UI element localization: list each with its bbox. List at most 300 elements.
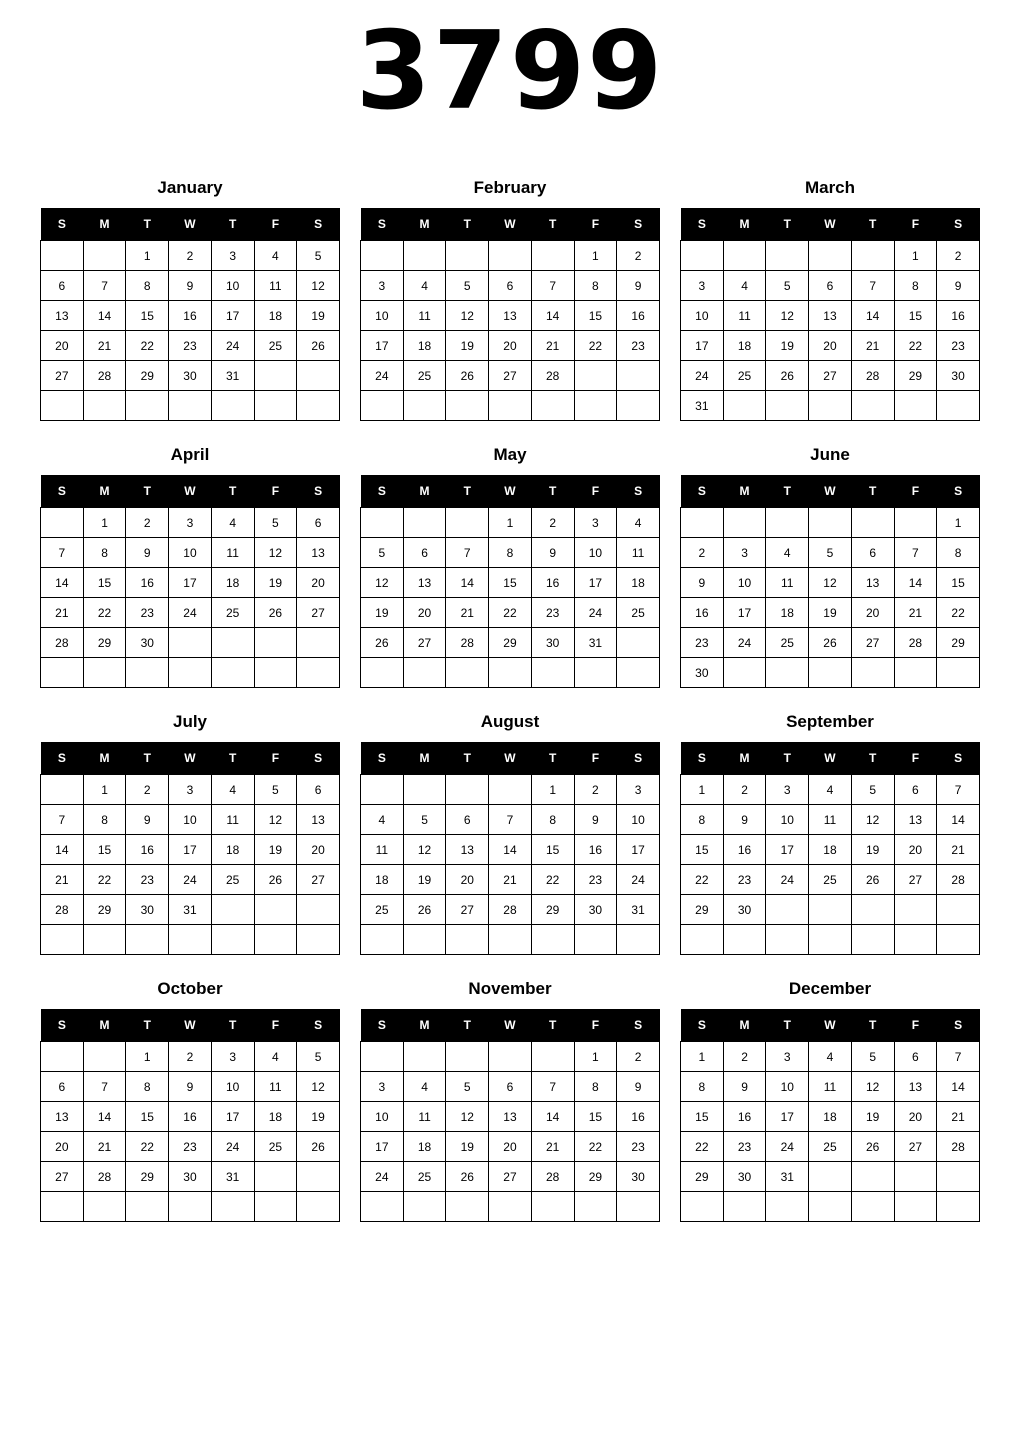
day-cell[interactable]: 14 <box>446 568 489 598</box>
day-cell[interactable]: 31 <box>617 895 660 925</box>
day-cell[interactable]: 1 <box>126 1042 169 1072</box>
day-cell[interactable]: 29 <box>574 1162 617 1192</box>
day-cell[interactable]: 19 <box>254 568 297 598</box>
day-cell[interactable]: 10 <box>361 1102 404 1132</box>
day-cell[interactable]: 11 <box>809 805 852 835</box>
day-cell[interactable]: 10 <box>574 538 617 568</box>
day-cell[interactable]: 8 <box>83 538 126 568</box>
day-cell[interactable]: 22 <box>126 1132 169 1162</box>
day-cell[interactable]: 21 <box>41 598 84 628</box>
day-cell[interactable]: 3 <box>361 271 404 301</box>
day-cell[interactable]: 8 <box>574 1072 617 1102</box>
day-cell[interactable]: 16 <box>681 598 724 628</box>
day-cell[interactable]: 23 <box>126 598 169 628</box>
day-cell[interactable]: 14 <box>531 301 574 331</box>
day-cell[interactable]: 30 <box>574 895 617 925</box>
day-cell[interactable]: 27 <box>489 361 532 391</box>
day-cell[interactable]: 23 <box>723 865 766 895</box>
day-cell[interactable]: 9 <box>531 538 574 568</box>
day-cell[interactable]: 8 <box>681 805 724 835</box>
day-cell[interactable]: 13 <box>489 301 532 331</box>
day-cell[interactable]: 15 <box>574 301 617 331</box>
day-cell[interactable]: 31 <box>766 1162 809 1192</box>
day-cell[interactable]: 17 <box>169 568 212 598</box>
day-cell[interactable]: 28 <box>83 1162 126 1192</box>
day-cell[interactable]: 27 <box>297 865 340 895</box>
day-cell[interactable]: 3 <box>169 775 212 805</box>
day-cell[interactable]: 21 <box>894 598 937 628</box>
day-cell[interactable]: 24 <box>723 628 766 658</box>
day-cell[interactable]: 26 <box>446 1162 489 1192</box>
day-cell[interactable]: 7 <box>489 805 532 835</box>
day-cell[interactable]: 4 <box>361 805 404 835</box>
day-cell[interactable]: 17 <box>211 301 254 331</box>
day-cell[interactable]: 18 <box>211 568 254 598</box>
day-cell[interactable]: 27 <box>894 865 937 895</box>
day-cell[interactable]: 18 <box>617 568 660 598</box>
day-cell[interactable]: 19 <box>297 1102 340 1132</box>
day-cell[interactable]: 20 <box>297 568 340 598</box>
day-cell[interactable]: 7 <box>41 538 84 568</box>
day-cell[interactable]: 4 <box>403 271 446 301</box>
day-cell[interactable]: 31 <box>211 1162 254 1192</box>
day-cell[interactable]: 23 <box>681 628 724 658</box>
day-cell[interactable]: 8 <box>574 271 617 301</box>
day-cell[interactable]: 20 <box>41 331 84 361</box>
day-cell[interactable]: 28 <box>851 361 894 391</box>
day-cell[interactable]: 4 <box>211 508 254 538</box>
day-cell[interactable]: 11 <box>254 1072 297 1102</box>
day-cell[interactable]: 1 <box>126 241 169 271</box>
day-cell[interactable]: 29 <box>681 1162 724 1192</box>
day-cell[interactable]: 1 <box>489 508 532 538</box>
day-cell[interactable]: 10 <box>681 301 724 331</box>
day-cell[interactable]: 5 <box>809 538 852 568</box>
day-cell[interactable]: 11 <box>617 538 660 568</box>
day-cell[interactable]: 10 <box>169 805 212 835</box>
day-cell[interactable]: 25 <box>809 865 852 895</box>
day-cell[interactable]: 21 <box>446 598 489 628</box>
day-cell[interactable]: 7 <box>446 538 489 568</box>
day-cell[interactable]: 13 <box>894 805 937 835</box>
day-cell[interactable]: 12 <box>254 805 297 835</box>
day-cell[interactable]: 29 <box>126 361 169 391</box>
day-cell[interactable]: 19 <box>851 835 894 865</box>
day-cell[interactable]: 9 <box>723 1072 766 1102</box>
day-cell[interactable]: 24 <box>361 1162 404 1192</box>
day-cell[interactable]: 6 <box>489 271 532 301</box>
day-cell[interactable]: 25 <box>809 1132 852 1162</box>
day-cell[interactable]: 26 <box>254 865 297 895</box>
day-cell[interactable]: 30 <box>169 361 212 391</box>
day-cell[interactable]: 22 <box>126 331 169 361</box>
day-cell[interactable]: 24 <box>681 361 724 391</box>
day-cell[interactable]: 28 <box>41 628 84 658</box>
day-cell[interactable]: 6 <box>894 775 937 805</box>
day-cell[interactable]: 6 <box>297 508 340 538</box>
day-cell[interactable]: 26 <box>297 331 340 361</box>
day-cell[interactable]: 27 <box>297 598 340 628</box>
day-cell[interactable]: 19 <box>446 1132 489 1162</box>
day-cell[interactable]: 15 <box>489 568 532 598</box>
day-cell[interactable]: 30 <box>681 658 724 688</box>
day-cell[interactable]: 13 <box>297 538 340 568</box>
day-cell[interactable]: 11 <box>766 568 809 598</box>
day-cell[interactable]: 14 <box>41 835 84 865</box>
day-cell[interactable]: 2 <box>937 241 980 271</box>
day-cell[interactable]: 26 <box>809 628 852 658</box>
day-cell[interactable]: 28 <box>489 895 532 925</box>
day-cell[interactable]: 15 <box>937 568 980 598</box>
day-cell[interactable]: 29 <box>83 628 126 658</box>
day-cell[interactable]: 17 <box>723 598 766 628</box>
day-cell[interactable]: 18 <box>809 1102 852 1132</box>
day-cell[interactable]: 25 <box>766 628 809 658</box>
day-cell[interactable]: 20 <box>403 598 446 628</box>
day-cell[interactable]: 12 <box>446 301 489 331</box>
day-cell[interactable]: 2 <box>723 775 766 805</box>
day-cell[interactable]: 12 <box>297 1072 340 1102</box>
day-cell[interactable]: 9 <box>169 1072 212 1102</box>
day-cell[interactable]: 12 <box>361 568 404 598</box>
day-cell[interactable]: 9 <box>723 805 766 835</box>
day-cell[interactable]: 15 <box>126 301 169 331</box>
day-cell[interactable]: 5 <box>361 538 404 568</box>
day-cell[interactable]: 10 <box>361 301 404 331</box>
day-cell[interactable]: 20 <box>489 1132 532 1162</box>
day-cell[interactable]: 16 <box>126 568 169 598</box>
day-cell[interactable]: 27 <box>403 628 446 658</box>
day-cell[interactable]: 4 <box>723 271 766 301</box>
day-cell[interactable]: 13 <box>809 301 852 331</box>
day-cell[interactable]: 9 <box>617 271 660 301</box>
day-cell[interactable]: 2 <box>617 241 660 271</box>
day-cell[interactable]: 5 <box>297 241 340 271</box>
day-cell[interactable]: 25 <box>403 1162 446 1192</box>
day-cell[interactable]: 17 <box>361 331 404 361</box>
day-cell[interactable]: 20 <box>297 835 340 865</box>
day-cell[interactable]: 20 <box>446 865 489 895</box>
day-cell[interactable]: 1 <box>83 508 126 538</box>
day-cell[interactable]: 3 <box>766 1042 809 1072</box>
day-cell[interactable]: 3 <box>169 508 212 538</box>
day-cell[interactable]: 20 <box>489 331 532 361</box>
day-cell[interactable]: 6 <box>403 538 446 568</box>
day-cell[interactable]: 23 <box>617 331 660 361</box>
day-cell[interactable]: 23 <box>937 331 980 361</box>
day-cell[interactable]: 13 <box>403 568 446 598</box>
day-cell[interactable]: 10 <box>723 568 766 598</box>
day-cell[interactable]: 24 <box>211 1132 254 1162</box>
day-cell[interactable]: 17 <box>574 568 617 598</box>
day-cell[interactable]: 26 <box>446 361 489 391</box>
day-cell[interactable]: 31 <box>169 895 212 925</box>
day-cell[interactable]: 26 <box>297 1132 340 1162</box>
day-cell[interactable]: 12 <box>446 1102 489 1132</box>
day-cell[interactable]: 8 <box>489 538 532 568</box>
day-cell[interactable]: 24 <box>169 865 212 895</box>
day-cell[interactable]: 19 <box>446 331 489 361</box>
day-cell[interactable]: 15 <box>531 835 574 865</box>
day-cell[interactable]: 6 <box>41 271 84 301</box>
day-cell[interactable]: 1 <box>83 775 126 805</box>
day-cell[interactable]: 3 <box>723 538 766 568</box>
day-cell[interactable]: 4 <box>617 508 660 538</box>
day-cell[interactable]: 13 <box>894 1072 937 1102</box>
day-cell[interactable]: 6 <box>894 1042 937 1072</box>
day-cell[interactable]: 22 <box>894 331 937 361</box>
day-cell[interactable]: 5 <box>851 775 894 805</box>
day-cell[interactable]: 17 <box>766 835 809 865</box>
day-cell[interactable]: 5 <box>254 775 297 805</box>
day-cell[interactable]: 19 <box>254 835 297 865</box>
day-cell[interactable]: 16 <box>617 1102 660 1132</box>
day-cell[interactable]: 5 <box>446 271 489 301</box>
day-cell[interactable]: 21 <box>851 331 894 361</box>
day-cell[interactable]: 3 <box>766 775 809 805</box>
day-cell[interactable]: 28 <box>41 895 84 925</box>
day-cell[interactable]: 22 <box>681 865 724 895</box>
day-cell[interactable]: 6 <box>41 1072 84 1102</box>
day-cell[interactable]: 18 <box>809 835 852 865</box>
day-cell[interactable]: 4 <box>403 1072 446 1102</box>
day-cell[interactable]: 18 <box>254 301 297 331</box>
day-cell[interactable]: 21 <box>531 1132 574 1162</box>
day-cell[interactable]: 29 <box>937 628 980 658</box>
day-cell[interactable]: 18 <box>403 1132 446 1162</box>
day-cell[interactable]: 29 <box>531 895 574 925</box>
day-cell[interactable]: 1 <box>574 241 617 271</box>
day-cell[interactable]: 8 <box>83 805 126 835</box>
day-cell[interactable]: 22 <box>937 598 980 628</box>
day-cell[interactable]: 6 <box>809 271 852 301</box>
day-cell[interactable]: 25 <box>254 1132 297 1162</box>
day-cell[interactable]: 29 <box>489 628 532 658</box>
day-cell[interactable]: 9 <box>574 805 617 835</box>
day-cell[interactable]: 9 <box>126 805 169 835</box>
day-cell[interactable]: 28 <box>531 361 574 391</box>
day-cell[interactable]: 30 <box>169 1162 212 1192</box>
day-cell[interactable]: 15 <box>126 1102 169 1132</box>
day-cell[interactable]: 22 <box>83 598 126 628</box>
day-cell[interactable]: 2 <box>126 775 169 805</box>
day-cell[interactable]: 12 <box>254 538 297 568</box>
day-cell[interactable]: 26 <box>361 628 404 658</box>
day-cell[interactable]: 28 <box>937 1132 980 1162</box>
day-cell[interactable]: 2 <box>617 1042 660 1072</box>
day-cell[interactable]: 19 <box>851 1102 894 1132</box>
day-cell[interactable]: 2 <box>169 241 212 271</box>
day-cell[interactable]: 14 <box>531 1102 574 1132</box>
day-cell[interactable]: 24 <box>617 865 660 895</box>
day-cell[interactable]: 15 <box>83 835 126 865</box>
day-cell[interactable]: 28 <box>446 628 489 658</box>
day-cell[interactable]: 16 <box>617 301 660 331</box>
day-cell[interactable]: 19 <box>297 301 340 331</box>
day-cell[interactable]: 26 <box>254 598 297 628</box>
day-cell[interactable]: 22 <box>574 331 617 361</box>
day-cell[interactable]: 11 <box>403 301 446 331</box>
day-cell[interactable]: 28 <box>531 1162 574 1192</box>
day-cell[interactable]: 21 <box>937 835 980 865</box>
day-cell[interactable]: 13 <box>851 568 894 598</box>
day-cell[interactable]: 21 <box>83 331 126 361</box>
day-cell[interactable]: 12 <box>851 805 894 835</box>
day-cell[interactable]: 17 <box>169 835 212 865</box>
day-cell[interactable]: 3 <box>361 1072 404 1102</box>
day-cell[interactable]: 2 <box>531 508 574 538</box>
day-cell[interactable]: 9 <box>169 271 212 301</box>
day-cell[interactable]: 14 <box>41 568 84 598</box>
day-cell[interactable]: 25 <box>254 331 297 361</box>
day-cell[interactable]: 30 <box>126 895 169 925</box>
day-cell[interactable]: 15 <box>681 1102 724 1132</box>
day-cell[interactable]: 14 <box>894 568 937 598</box>
day-cell[interactable]: 17 <box>361 1132 404 1162</box>
day-cell[interactable]: 30 <box>723 1162 766 1192</box>
day-cell[interactable]: 11 <box>361 835 404 865</box>
day-cell[interactable]: 12 <box>851 1072 894 1102</box>
day-cell[interactable]: 22 <box>681 1132 724 1162</box>
day-cell[interactable]: 7 <box>937 1042 980 1072</box>
day-cell[interactable]: 23 <box>617 1132 660 1162</box>
day-cell[interactable]: 22 <box>531 865 574 895</box>
day-cell[interactable]: 26 <box>766 361 809 391</box>
day-cell[interactable]: 6 <box>489 1072 532 1102</box>
day-cell[interactable]: 12 <box>403 835 446 865</box>
day-cell[interactable]: 1 <box>937 508 980 538</box>
day-cell[interactable]: 21 <box>531 331 574 361</box>
day-cell[interactable]: 22 <box>489 598 532 628</box>
day-cell[interactable]: 10 <box>766 1072 809 1102</box>
day-cell[interactable]: 4 <box>211 775 254 805</box>
day-cell[interactable]: 27 <box>894 1132 937 1162</box>
day-cell[interactable]: 8 <box>681 1072 724 1102</box>
day-cell[interactable]: 10 <box>211 1072 254 1102</box>
day-cell[interactable]: 26 <box>851 1132 894 1162</box>
day-cell[interactable]: 6 <box>297 775 340 805</box>
day-cell[interactable]: 27 <box>489 1162 532 1192</box>
day-cell[interactable]: 29 <box>894 361 937 391</box>
day-cell[interactable]: 11 <box>809 1072 852 1102</box>
day-cell[interactable]: 15 <box>83 568 126 598</box>
day-cell[interactable]: 30 <box>531 628 574 658</box>
day-cell[interactable]: 28 <box>937 865 980 895</box>
day-cell[interactable]: 13 <box>297 805 340 835</box>
day-cell[interactable]: 16 <box>574 835 617 865</box>
day-cell[interactable]: 24 <box>361 361 404 391</box>
day-cell[interactable]: 12 <box>809 568 852 598</box>
day-cell[interactable]: 30 <box>723 895 766 925</box>
day-cell[interactable]: 23 <box>169 331 212 361</box>
day-cell[interactable]: 9 <box>617 1072 660 1102</box>
day-cell[interactable]: 2 <box>126 508 169 538</box>
day-cell[interactable]: 31 <box>574 628 617 658</box>
day-cell[interactable]: 1 <box>681 1042 724 1072</box>
day-cell[interactable]: 2 <box>681 538 724 568</box>
day-cell[interactable]: 27 <box>446 895 489 925</box>
day-cell[interactable]: 27 <box>41 1162 84 1192</box>
day-cell[interactable]: 21 <box>489 865 532 895</box>
day-cell[interactable]: 7 <box>531 1072 574 1102</box>
day-cell[interactable]: 5 <box>403 805 446 835</box>
day-cell[interactable]: 18 <box>403 331 446 361</box>
day-cell[interactable]: 28 <box>83 361 126 391</box>
day-cell[interactable]: 23 <box>574 865 617 895</box>
day-cell[interactable]: 2 <box>723 1042 766 1072</box>
day-cell[interactable]: 17 <box>681 331 724 361</box>
day-cell[interactable]: 18 <box>766 598 809 628</box>
day-cell[interactable]: 14 <box>83 301 126 331</box>
day-cell[interactable]: 4 <box>809 1042 852 1072</box>
day-cell[interactable]: 11 <box>211 805 254 835</box>
day-cell[interactable]: 25 <box>211 598 254 628</box>
day-cell[interactable]: 24 <box>766 1132 809 1162</box>
day-cell[interactable]: 27 <box>809 361 852 391</box>
day-cell[interactable]: 7 <box>851 271 894 301</box>
day-cell[interactable]: 22 <box>574 1132 617 1162</box>
day-cell[interactable]: 11 <box>254 271 297 301</box>
day-cell[interactable]: 25 <box>617 598 660 628</box>
day-cell[interactable]: 20 <box>41 1132 84 1162</box>
day-cell[interactable]: 5 <box>254 508 297 538</box>
day-cell[interactable]: 18 <box>211 835 254 865</box>
day-cell[interactable]: 16 <box>531 568 574 598</box>
day-cell[interactable]: 4 <box>809 775 852 805</box>
day-cell[interactable]: 13 <box>41 1102 84 1132</box>
day-cell[interactable]: 9 <box>126 538 169 568</box>
day-cell[interactable]: 8 <box>126 271 169 301</box>
day-cell[interactable]: 30 <box>617 1162 660 1192</box>
day-cell[interactable]: 18 <box>254 1102 297 1132</box>
day-cell[interactable]: 13 <box>41 301 84 331</box>
day-cell[interactable]: 26 <box>403 895 446 925</box>
day-cell[interactable]: 15 <box>574 1102 617 1132</box>
day-cell[interactable]: 14 <box>937 1072 980 1102</box>
day-cell[interactable]: 21 <box>937 1102 980 1132</box>
day-cell[interactable]: 20 <box>809 331 852 361</box>
day-cell[interactable]: 7 <box>937 775 980 805</box>
day-cell[interactable]: 16 <box>723 1102 766 1132</box>
day-cell[interactable]: 21 <box>83 1132 126 1162</box>
day-cell[interactable]: 14 <box>489 835 532 865</box>
day-cell[interactable]: 7 <box>531 271 574 301</box>
day-cell[interactable]: 10 <box>211 271 254 301</box>
day-cell[interactable]: 24 <box>766 865 809 895</box>
day-cell[interactable]: 9 <box>681 568 724 598</box>
day-cell[interactable]: 25 <box>723 361 766 391</box>
day-cell[interactable]: 8 <box>894 271 937 301</box>
day-cell[interactable]: 17 <box>617 835 660 865</box>
day-cell[interactable]: 22 <box>83 865 126 895</box>
day-cell[interactable]: 12 <box>297 271 340 301</box>
day-cell[interactable]: 31 <box>681 391 724 421</box>
day-cell[interactable]: 10 <box>169 538 212 568</box>
day-cell[interactable]: 14 <box>851 301 894 331</box>
day-cell[interactable]: 1 <box>531 775 574 805</box>
day-cell[interactable]: 8 <box>531 805 574 835</box>
day-cell[interactable]: 8 <box>126 1072 169 1102</box>
day-cell[interactable]: 7 <box>41 805 84 835</box>
day-cell[interactable]: 26 <box>851 865 894 895</box>
day-cell[interactable]: 10 <box>766 805 809 835</box>
day-cell[interactable]: 28 <box>894 628 937 658</box>
day-cell[interactable]: 14 <box>83 1102 126 1132</box>
day-cell[interactable]: 30 <box>126 628 169 658</box>
day-cell[interactable]: 7 <box>894 538 937 568</box>
day-cell[interactable]: 3 <box>211 241 254 271</box>
day-cell[interactable]: 23 <box>169 1132 212 1162</box>
